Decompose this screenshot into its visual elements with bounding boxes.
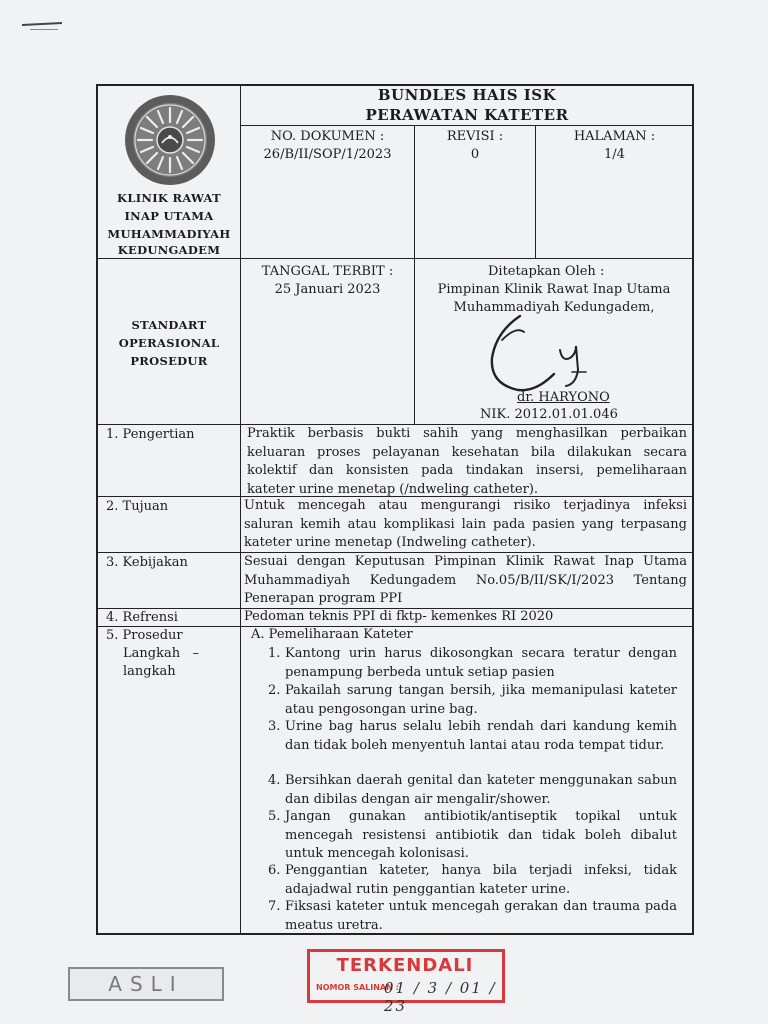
refrensi-text: Pedoman teknis PPI di fktp- kemenkes RI 2020: [244, 609, 554, 624]
step-text: Penggantian kateter, hanya bila terjadi infeksi, tidak adajadwal rutin penggantian kateter urine.: [285, 863, 677, 897]
revisi-value: 0: [470, 147, 480, 162]
asli-stamp: ASLI: [68, 967, 224, 1001]
sop-label-line: STANDART: [131, 318, 207, 332]
section-label-kebijakan: 3. Kebijakan: [106, 555, 188, 570]
prosedur-subheading: A. Pemeliharaan Kateter: [251, 627, 413, 642]
step-number: 7.: [268, 899, 281, 914]
ditetapkan-line: Pimpinan Klinik Rawat Inap Utama: [437, 282, 671, 297]
tanggal-terbit-label: TANGGAL TERBIT :: [261, 264, 394, 279]
no-dokumen-label: NO. DOKUMEN :: [270, 129, 385, 144]
document-title-line1: BUNDLES HAIS ISK: [377, 86, 557, 104]
no-dokumen-value: 26/B/II/SOP/1/2023: [263, 147, 392, 162]
halaman-value: 1/4: [604, 147, 625, 162]
step-number: 1.: [268, 646, 281, 661]
step-number: 6.: [268, 863, 281, 878]
step-text: Fiksasi kateter untuk mencegah gerakan dan trauma pada meatus uretra.: [285, 899, 677, 933]
table-row-divider: [96, 258, 693, 259]
tujuan-text: Untuk mencegah atau mengurangi risiko terjadinya infeksi saluran kemih atau komplikasi lain pada pasien yang terpasang kateter urine menetap (Indweling catheter).: [244, 498, 687, 550]
step-text: Bersihkan daerah genital dan kateter menggunakan sabun dan dibilas dengan air mengalir/shower.: [285, 773, 677, 807]
clinic-name-line: INAP UTAMA: [124, 209, 214, 223]
step-text: Urine bag harus selalu lebih rendah dari kandung kemih dan tidak boleh menyentuh lantai atau roda tempat tidur.: [285, 719, 677, 753]
terkendali-stamp-title: TERKENDALI: [336, 955, 474, 976]
step-number: 4.: [268, 773, 281, 788]
tanggal-terbit-value: 25 Januari 2023: [274, 282, 381, 297]
sop-label-line: PROSEDUR: [130, 354, 208, 368]
step-text: Pakailah sarung tangan bersih, jika memanipulasi kateter atau pengosongan urine bag.: [285, 683, 677, 717]
corner-pen-mark: [22, 20, 62, 32]
nomor-salinan-label: NOMOR SALINAN :: [316, 983, 399, 992]
revisi-label: REVISI :: [446, 129, 504, 144]
muhammadiyah-logo-icon: [124, 94, 216, 186]
step-number: 5.: [268, 809, 281, 824]
step-number: 2.: [268, 683, 281, 698]
section-label-pengertian: 1. Pengertian: [106, 427, 195, 442]
section-label-prosedur: langkah: [123, 664, 176, 679]
sop-label-line: OPERASIONAL: [118, 336, 220, 350]
pengertian-text: Praktik berbasis bukti sahih yang menghasilkan perbaikan keluaran proses pelayanan kesehatan bila dilakukan secara kolektif dan konsisten pada tindakan insersi, pemeliharaan kateter urine menetap (/ndweling catheter).: [247, 426, 687, 497]
terkendali-stamp: [307, 949, 505, 1015]
section-label-prosedur: Langkah –: [123, 646, 199, 661]
nomor-salinan-value: 01 / 3 / 01 / 23: [384, 979, 497, 1015]
signer-name: dr. HARYONO: [517, 390, 610, 405]
ditetapkan-label: Ditetapkan Oleh :: [488, 264, 605, 279]
step-text: Jangan gunakan antibiotik/antiseptik topikal untuk mencegah resistensi antibiotik dan tidak boleh dibalut untuk mencegah kolonisasi.: [285, 809, 677, 861]
section-label-tujuan: 2. Tujuan: [106, 499, 169, 514]
header-col-divider: [414, 125, 415, 425]
signer-nik: NIK. 2012.01.01.046: [480, 407, 618, 422]
document-title-line2: PERAWATAN KATETER: [365, 106, 569, 124]
halaman-label: HALAMAN :: [573, 129, 656, 144]
clinic-name-line: MUHAMMADIYAH: [107, 227, 231, 241]
clinic-name-line: KLINIK RAWAT: [117, 191, 221, 205]
clinic-name-line: KEDUNGADEM: [117, 243, 221, 257]
step-number: 3.: [268, 719, 281, 734]
table-column-divider: [240, 84, 241, 935]
kebijakan-text: Sesuai dengan Keputusan Pimpinan Klinik Rawat Inap Utama Muhammadiyah Kedungadem No.05/B/II/SK/I/2023 Tentang Penerapan program PPI: [244, 554, 687, 606]
section-label-refrensi: 4. Refrensi: [106, 610, 178, 625]
header-title-divider: [240, 125, 693, 126]
table-border-right: [692, 84, 694, 935]
section-label-prosedur: 5. Prosedur: [106, 628, 183, 643]
ditetapkan-line: Muhammadiyah Kedungadem,: [453, 300, 655, 315]
step-text: Kantong urin harus dikosongkan secara teratur dengan penampung berbeda untuk setiap pasien: [285, 646, 677, 680]
